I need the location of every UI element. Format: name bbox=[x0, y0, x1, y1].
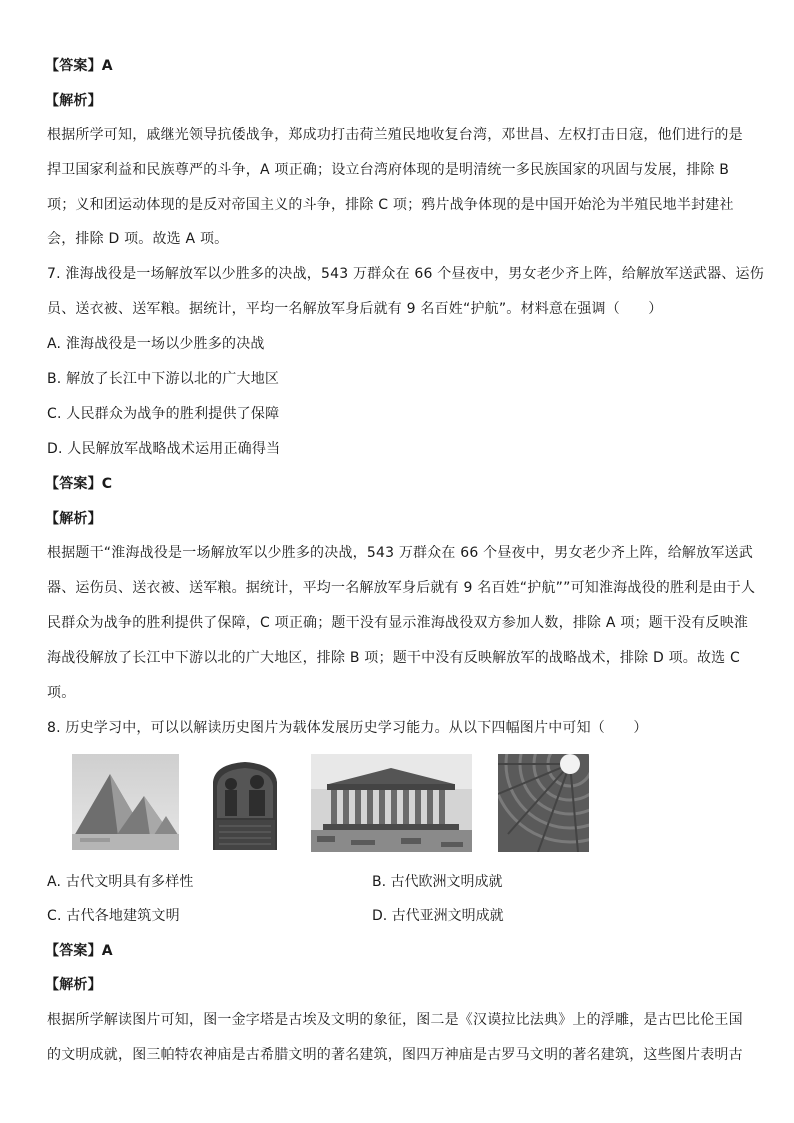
q6-analysis-line: 项；义和团运动体现的是反对帝国主义的斗争，排除 C 项；鸦片战争体现的是中国开始沦为半殖民地半封建社 bbox=[47, 197, 734, 213]
q8-option-b[interactable]: B. 古代欧洲文明成就 bbox=[372, 874, 503, 890]
q6-analysis-line: 捍卫国家利益和民族尊严的斗争，A 项正确；设立台湾府体现的是明清统一多民族国家的巩固与发展，排除 B bbox=[47, 162, 730, 178]
q7-analysis-line: 根据题干“淮海战役是一场解放军以少胜多的决战，543 万群众在 66 个昼夜中，男女老少齐上阵，给解放军送武 bbox=[47, 545, 753, 561]
q7-analysis-label: 【解析】 bbox=[45, 511, 102, 527]
q8-option-c[interactable]: C. 古代各地建筑文明 bbox=[47, 908, 180, 924]
q8-option-d[interactable]: D. 古代亚洲文明成就 bbox=[372, 908, 504, 924]
q7-analysis-line: 民群众为战争的胜利提供了保障，C 项正确；题干没有显示淮海战役双方参加人数，排除 A 项；题干没有反映淮 bbox=[47, 615, 749, 631]
q7-stem-line: 员、送衣被、送军粮。据统计，平均一名解放军身后就有 9 名百姓“护航”。材料意在强调（ ） bbox=[47, 301, 663, 317]
q8-option-a[interactable]: A. 古代文明具有多样性 bbox=[47, 874, 194, 890]
q7-answer: 【答案】C bbox=[45, 476, 113, 492]
q7-option-d[interactable]: D. 人民解放军战略战术运用正确得当 bbox=[47, 441, 281, 457]
q8-stem: 8. 历史学习中，可以以解读历史图片为载体发展历史学习能力。从以下四幅图片中可知（ ） bbox=[47, 720, 648, 736]
q8-analysis-line: 根据所学解读图片可知，图一金字塔是古埃及文明的象征，图二是《汉谟拉比法典》上的浮雕，是古巴比伦王国 bbox=[47, 1012, 743, 1028]
q7-analysis-line: 项。 bbox=[47, 685, 76, 701]
q8-analysis-line: 的文明成就，图三帕特农神庙是古希腊文明的著名建筑，图四万神庙是古罗马文明的著名建筑，这些图片表明古 bbox=[47, 1047, 743, 1063]
q8-analysis-label: 【解析】 bbox=[45, 977, 102, 993]
hammurabi-stele-image bbox=[205, 760, 285, 850]
q7-stem-line: 7. 淮海战役是一场解放军以少胜多的决战，543 万群众在 66 个昼夜中，男女老少齐上阵，给解放军送武器、运伤 bbox=[47, 266, 764, 282]
pantheon-dome-image bbox=[498, 754, 589, 852]
q6-answer: 【答案】A bbox=[45, 58, 113, 74]
q6-analysis-label: 【解析】 bbox=[45, 93, 102, 109]
q7-analysis-line: 海战役解放了长江中下游以北的广大地区，排除 B 项；题干中没有反映解放军的战略战术，排除 D 项。故选 C bbox=[47, 650, 741, 666]
q6-analysis-line: 会，排除 D 项。故选 A 项。 bbox=[47, 231, 229, 247]
q7-option-a[interactable]: A. 淮海战役是一场以少胜多的决战 bbox=[47, 336, 265, 352]
q7-analysis-line: 器、运伤员、送衣被、送军粮。据统计，平均一名解放军身后就有 9 名百姓“护航””可知淮海战役的胜利是由于人 bbox=[47, 580, 756, 596]
q6-analysis-line: 根据所学可知，戚继光领导抗倭战争，郑成功打击荷兰殖民地收复台湾，邓世昌、左权打击日寇，他们进行的是 bbox=[47, 127, 743, 143]
q8-answer: 【答案】A bbox=[45, 943, 113, 959]
parthenon-image bbox=[311, 754, 472, 852]
q7-option-b[interactable]: B. 解放了长江中下游以北的广大地区 bbox=[47, 371, 280, 387]
pyramids-image bbox=[72, 754, 179, 850]
q7-option-c[interactable]: C. 人民群众为战争的胜利提供了保障 bbox=[47, 406, 280, 422]
